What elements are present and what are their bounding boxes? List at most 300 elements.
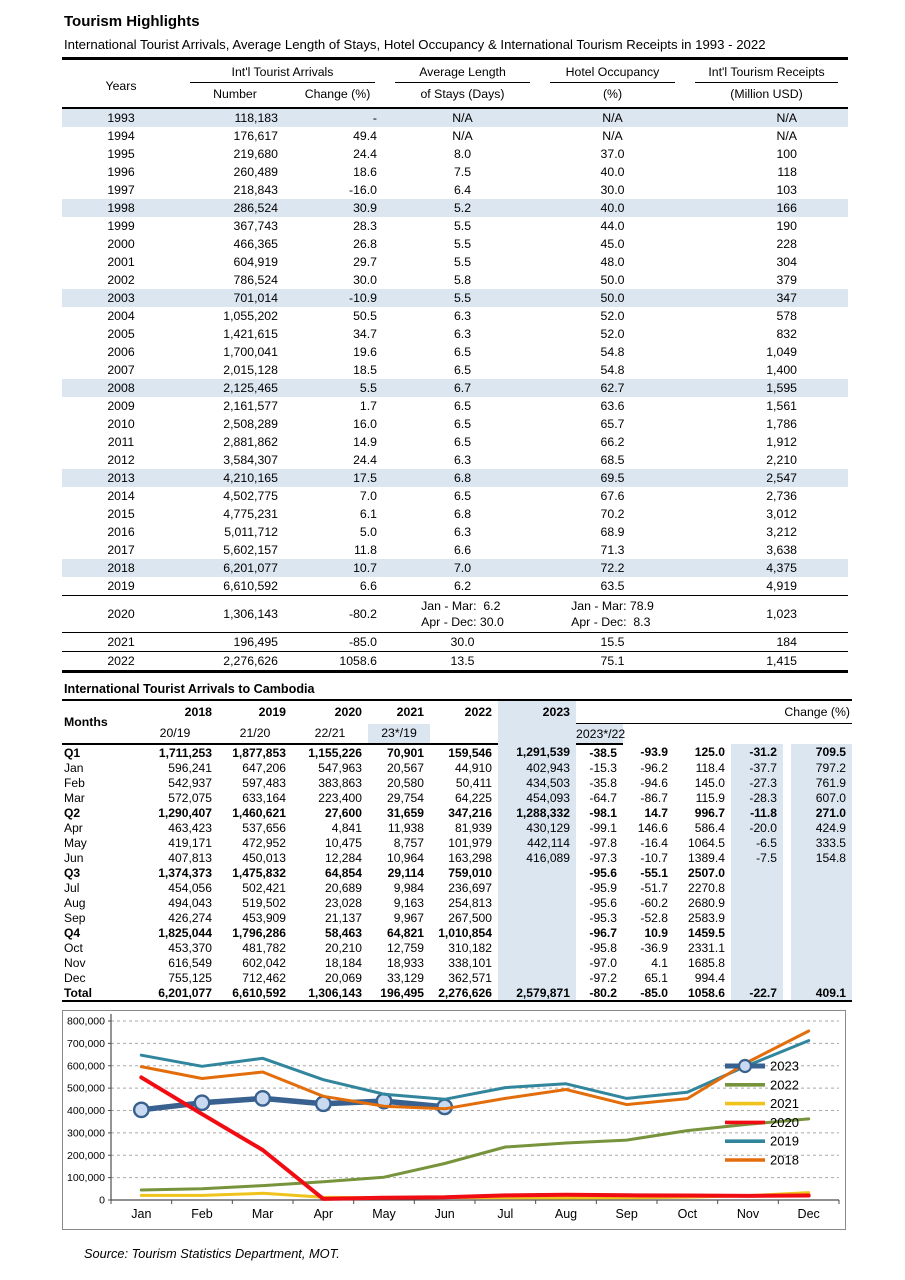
cell-value: -94.6 xyxy=(640,775,668,790)
column-gap xyxy=(783,820,791,835)
cell-value: 4.1 xyxy=(651,955,668,970)
cell-value xyxy=(791,895,852,910)
cell-value: 1,825,044 xyxy=(158,925,212,940)
year-row-2004 xyxy=(62,307,848,325)
cell-stay: 5.8 xyxy=(453,273,472,287)
month-row-q2 xyxy=(62,805,852,820)
year-row-2018 xyxy=(62,559,848,577)
cell-stay: 7.0 xyxy=(385,559,540,577)
cell-stay: 5.5 xyxy=(453,219,472,233)
cell-receipts: 4,375 xyxy=(685,559,848,577)
cell-value: 20,210 xyxy=(325,940,362,955)
col-group-occupancy: Hotel Occupancy xyxy=(540,59,685,85)
cell-value: -51.7 xyxy=(640,880,668,895)
cell-change: 26.8 xyxy=(353,237,377,251)
y-axis-label: 500,000 xyxy=(67,1082,105,1095)
cell-change: -10.9 xyxy=(290,289,385,307)
cell-value: 8,757 xyxy=(393,835,424,850)
cell-value: 9,163 xyxy=(393,895,424,910)
cell-value: 481,782 xyxy=(242,940,286,955)
cell-occupancy: 30.0 xyxy=(600,183,625,197)
cell-stay: 6.5 xyxy=(453,399,472,413)
month-row-mar xyxy=(62,790,852,805)
cell-value: 1,374,373 xyxy=(158,865,212,880)
col-group-receipts: Int'l Tourism Receipts xyxy=(685,59,848,85)
monthly-arrivals-table xyxy=(62,699,852,1002)
cell-value: 2331.1 xyxy=(688,940,725,955)
column-gap xyxy=(783,955,791,970)
cell-year: 2018 xyxy=(62,559,180,577)
cell-value: 154.8 xyxy=(791,850,852,865)
cell-year: 2001 xyxy=(107,255,135,269)
month-row-aug xyxy=(62,895,852,910)
column-gap xyxy=(783,835,791,850)
cell-year: 1998 xyxy=(62,199,180,217)
cell-occupancy: N/A xyxy=(602,129,623,143)
col-header-months: Months xyxy=(62,700,132,744)
cell-month-label: Apr xyxy=(64,820,83,835)
month-row-apr xyxy=(62,820,852,835)
cell-change: 1058.6 xyxy=(290,652,385,672)
cell-stay: 6.3 xyxy=(453,327,472,341)
cell-value: -20.0 xyxy=(731,820,783,835)
cell-value: -31.2 xyxy=(731,744,783,760)
cell-number: 6,610,592 xyxy=(223,579,278,593)
cell-value: 223,400 xyxy=(318,790,362,805)
column-gap xyxy=(783,805,791,820)
cell-change: 30.0 xyxy=(353,273,377,287)
cell-number: 219,680 xyxy=(233,147,278,161)
cell-value: 125.0 xyxy=(694,745,725,759)
cell-month-label: Jan xyxy=(64,760,84,775)
cell-value: 10,475 xyxy=(325,835,362,850)
cell-value: 33,129 xyxy=(387,970,424,985)
cell-change: 50.5 xyxy=(353,309,377,323)
cell-receipts: 578 xyxy=(776,309,797,323)
cell-occupancy: 68.5 xyxy=(600,453,625,467)
cell-stay: 6.4 xyxy=(453,183,472,197)
cell-stay: 6.5 xyxy=(453,417,472,431)
cell-year: 2013 xyxy=(62,469,180,487)
col-header-stays: of Stays (Days) xyxy=(385,84,540,108)
cell-occupancy: 69.5 xyxy=(540,469,685,487)
cell-receipts: 190 xyxy=(776,219,797,233)
cell-stay: 5.5 xyxy=(385,289,540,307)
chart-legend xyxy=(725,1059,799,1168)
cell-month-label: Nov xyxy=(64,955,86,970)
cell-stay: 6.5 xyxy=(453,345,472,359)
cell-value: -95.3 xyxy=(589,910,617,925)
column-gap xyxy=(783,790,791,805)
year-row-2001 xyxy=(62,253,848,271)
cell-value: -10.7 xyxy=(640,850,668,865)
cell-receipts: 3,212 xyxy=(766,525,797,539)
cell-year: 2022 xyxy=(62,652,180,672)
cell-number: 4,210,165 xyxy=(180,469,290,487)
cell-value: -6.5 xyxy=(731,835,783,850)
cell-value: 463,423 xyxy=(168,820,212,835)
cell-value: 347,216 xyxy=(448,805,492,820)
cell-receipts: 100 xyxy=(776,147,797,161)
year-row-2010 xyxy=(62,415,848,433)
cell-occupancy: 65.7 xyxy=(600,417,625,431)
x-axis-label: Aug xyxy=(554,1207,578,1221)
year-row-2000 xyxy=(62,235,848,253)
cell-stay: 5.5 xyxy=(453,255,472,269)
cell-change: 14.9 xyxy=(353,435,377,449)
year-row-1995 xyxy=(62,145,848,163)
cell-value: 1,796,286 xyxy=(232,925,286,940)
cell-receipts: 3,638 xyxy=(766,543,797,557)
cell-receipts: 103 xyxy=(776,183,797,197)
cell-number: 196,495 xyxy=(180,633,290,652)
cell-number: 176,617 xyxy=(233,129,278,143)
cell-value: -35.8 xyxy=(589,775,617,790)
cell-year: 1994 xyxy=(107,129,135,143)
cell-month-label: Q4 xyxy=(64,925,81,940)
y-axis-label: 100,000 xyxy=(67,1172,105,1185)
cell-receipts: 3,012 xyxy=(766,507,797,521)
cell-stay: 13.5 xyxy=(385,652,540,672)
cell-value: 18,933 xyxy=(387,955,424,970)
cell-number: 118,183 xyxy=(180,108,290,127)
cell-receipts: 2,547 xyxy=(685,469,848,487)
cell-value: 633,164 xyxy=(242,790,286,805)
cell-number: 286,524 xyxy=(180,199,290,217)
cell-value: -97.0 xyxy=(589,955,617,970)
cell-stay: 30.0 xyxy=(385,633,540,652)
year-row-2016 xyxy=(62,523,848,541)
legend-item-2021 xyxy=(725,1096,799,1111)
cell-value xyxy=(791,910,852,925)
year-row-2021 xyxy=(62,633,848,652)
cell-year: 1993 xyxy=(62,108,180,127)
cell-change: 5.0 xyxy=(359,525,377,539)
legend-label: 2018 xyxy=(770,1152,799,1168)
cell-value: 338,101 xyxy=(448,955,492,970)
cell-occupancy: 70.2 xyxy=(600,507,625,521)
data-point-marker xyxy=(195,1096,209,1110)
column-gap xyxy=(783,865,791,880)
cell-value xyxy=(498,955,576,970)
cell-value: 1685.8 xyxy=(688,955,725,970)
column-gap xyxy=(783,775,791,790)
cell-value xyxy=(731,955,783,970)
y-axis-label: 200,000 xyxy=(67,1149,105,1162)
year-row-1999 xyxy=(62,217,848,235)
cell-year: 2021 xyxy=(62,633,180,652)
year-row-2006 xyxy=(62,343,848,361)
cell-receipts: 1,912 xyxy=(766,435,797,449)
cell-month-label: Jul xyxy=(64,880,80,895)
col-header-2023: 2023 xyxy=(498,700,576,744)
cell-value: -28.3 xyxy=(731,790,783,805)
series-2022-line xyxy=(141,1119,808,1190)
cell-value: 145.0 xyxy=(694,775,725,790)
cell-value xyxy=(731,925,783,940)
cell-change: 24.4 xyxy=(353,147,377,161)
cell-year: 2012 xyxy=(107,453,135,467)
cell-occupancy: 40.0 xyxy=(540,199,685,217)
cell-occupancy: 63.6 xyxy=(600,399,625,413)
cell-receipts: N/A xyxy=(685,108,848,127)
column-gap xyxy=(783,895,791,910)
year-row-2011 xyxy=(62,433,848,451)
cell-value: 454,093 xyxy=(498,790,576,805)
cell-receipts: 228 xyxy=(776,237,797,251)
col-header-number: Number xyxy=(180,84,290,108)
cell-value: 596,241 xyxy=(168,760,212,775)
cell-occupancy: 15.5 xyxy=(540,633,685,652)
legend-item-2019 xyxy=(725,1134,799,1149)
col-header-2019: 2019 xyxy=(258,705,286,720)
cell-value: 115.9 xyxy=(695,790,725,805)
cell-stay: 6.5 xyxy=(453,363,472,377)
cell-receipts: 118 xyxy=(777,165,797,179)
year-row-1996 xyxy=(62,163,848,181)
arrivals-line-chart xyxy=(62,1010,846,1230)
cell-number: 5,011,712 xyxy=(224,525,278,539)
year-row-2002 xyxy=(62,271,848,289)
month-row-q3 xyxy=(62,865,852,880)
cell-stay: 7.5 xyxy=(453,165,472,179)
month-row-total xyxy=(62,985,852,1001)
cell-value: -97.3 xyxy=(589,850,617,865)
cell-year: 2006 xyxy=(107,345,135,359)
cell-stay: 6.5 xyxy=(453,489,472,503)
cell-value: 1,877,853 xyxy=(232,745,286,760)
cell-number: 2,508,289 xyxy=(223,417,278,431)
column-gap xyxy=(783,910,791,925)
year-row-1997 xyxy=(62,181,848,199)
cell-value xyxy=(731,895,783,910)
cell-value: 81,939 xyxy=(455,820,492,835)
cell-value: 453,909 xyxy=(242,910,286,925)
col-header-2023-22: 2023*/22 xyxy=(576,724,623,745)
column-gap xyxy=(783,850,791,865)
cell-change: 49.4 xyxy=(353,129,377,143)
col-header-2022: 2022 xyxy=(464,705,492,720)
cell-value: 1,155,226 xyxy=(308,745,362,760)
cell-value: -99.1 xyxy=(589,820,617,835)
cell-value: -55.1 xyxy=(640,865,668,880)
cell-month-label: Aug xyxy=(64,895,86,910)
cell-value: 472,952 xyxy=(242,835,286,850)
cell-change: 19.6 xyxy=(353,345,377,359)
month-row-q1 xyxy=(62,744,852,760)
cell-value: 407,813 xyxy=(168,850,212,865)
cell-value: -93.9 xyxy=(640,745,668,759)
column-gap xyxy=(783,940,791,955)
cell-value xyxy=(498,865,576,880)
cell-stay: 6.3 xyxy=(453,525,472,539)
cell-value: -95.6 xyxy=(589,895,617,910)
cell-stay: 6.6 xyxy=(453,543,472,557)
cell-value: -95.6 xyxy=(589,865,617,880)
cell-change: -16.0 xyxy=(348,183,377,197)
cell-month-label: Q2 xyxy=(64,805,81,820)
cell-value: 31,659 xyxy=(387,805,424,820)
cell-number: 2,276,626 xyxy=(180,652,290,672)
cell-occupancy: 44.0 xyxy=(600,219,625,233)
month-row-jan xyxy=(62,760,852,775)
cell-value: 9,967 xyxy=(393,910,424,925)
cell-change: 17.5 xyxy=(290,469,385,487)
cell-value: 14.7 xyxy=(644,805,668,820)
column-gap xyxy=(783,760,791,775)
cell-value: 20,567 xyxy=(387,760,424,775)
cell-value: 519,502 xyxy=(242,895,286,910)
axes xyxy=(111,1014,839,1221)
legend-label: 2023 xyxy=(770,1058,799,1074)
cell-receipts: 166 xyxy=(685,199,848,217)
cell-change: 16.0 xyxy=(353,417,377,431)
cell-occupancy: 66.2 xyxy=(600,435,625,449)
x-axis-label: Jan xyxy=(131,1207,152,1221)
x-axis-label: Feb xyxy=(191,1207,213,1221)
cell-value xyxy=(498,895,576,910)
cell-value: -52.8 xyxy=(640,910,668,925)
y-axis-label: 0 xyxy=(99,1194,105,1207)
cell-receipts: 304 xyxy=(776,255,797,269)
cell-value xyxy=(791,880,852,895)
col-header-years: Years xyxy=(62,59,180,109)
cell-value: 454,056 xyxy=(168,880,212,895)
cell-value: 426,274 xyxy=(168,910,212,925)
cell-number: 2,015,128 xyxy=(223,363,278,377)
cell-occupancy: 48.0 xyxy=(600,255,625,269)
cell-year: 2015 xyxy=(107,507,135,521)
cell-value: 271.0 xyxy=(791,805,852,820)
cell-change: 34.7 xyxy=(353,327,377,341)
cell-number: 786,524 xyxy=(233,273,278,287)
cell-value: 12,759 xyxy=(387,940,424,955)
cell-value: 6,201,077 xyxy=(158,985,212,1000)
cell-number: 260,489 xyxy=(233,165,278,179)
cell-receipts: 347 xyxy=(685,289,848,307)
year-row-2003 xyxy=(62,289,848,307)
cell-value xyxy=(498,910,576,925)
col-header-2021: 2021 xyxy=(396,705,424,720)
cell-value: 2507.0 xyxy=(688,865,725,880)
cell-value: 12,284 xyxy=(325,850,362,865)
cell-value: 1064.5 xyxy=(688,835,725,850)
x-axis-label: Jul xyxy=(497,1207,514,1221)
cell-month-label: May xyxy=(64,835,87,850)
cell-value xyxy=(731,865,783,880)
cell-change: 5.5 xyxy=(290,379,385,397)
arrivals-table-title: International Tourist Arrivals to Cambodia xyxy=(64,682,315,696)
cell-number: 6,201,077 xyxy=(180,559,290,577)
cell-value xyxy=(791,865,852,880)
cell-value: 18,184 xyxy=(325,955,362,970)
cell-value: -97.2 xyxy=(589,970,617,985)
cell-value: -36.9 xyxy=(640,940,668,955)
cell-value: 44,910 xyxy=(455,760,492,775)
cell-year: 2004 xyxy=(107,309,135,323)
column-gap xyxy=(783,985,791,1001)
cell-value: 1,291,539 xyxy=(498,744,576,760)
col-header-occupancy-pct: (%) xyxy=(540,84,685,108)
cell-value: 1,460,621 xyxy=(232,805,286,820)
cell-occupancy: 72.2 xyxy=(540,559,685,577)
cell-value xyxy=(731,970,783,985)
cell-value: 450,013 xyxy=(242,850,286,865)
year-row-2014 xyxy=(62,487,848,505)
cell-value: -80.2 xyxy=(589,985,617,1000)
cell-month-label: Q1 xyxy=(64,745,81,760)
cell-value: 310,182 xyxy=(448,940,492,955)
year-row-2013 xyxy=(62,469,848,487)
cell-occupancy: 54.8 xyxy=(600,363,625,377)
cell-value: 2,276,626 xyxy=(438,985,492,1000)
cell-change: 18.6 xyxy=(353,165,377,179)
cell-occupancy: 63.5 xyxy=(600,579,625,593)
cell-receipts: 1,400 xyxy=(766,363,797,377)
cell-stay: 6.8 xyxy=(385,469,540,487)
cell-year: 2009 xyxy=(107,399,135,413)
cell-value: 20,069 xyxy=(325,970,362,985)
cell-value: 333.5 xyxy=(791,835,852,850)
cell-number: 2,881,862 xyxy=(223,435,278,449)
series-2019-line xyxy=(141,1041,808,1100)
cell-value: 996.7 xyxy=(694,805,725,820)
cell-stay: 6.3 xyxy=(453,309,472,323)
cell-value: 602,042 xyxy=(242,955,286,970)
cell-value xyxy=(731,880,783,895)
cell-value: 10.9 xyxy=(644,925,668,940)
cell-value: 20,580 xyxy=(387,775,424,790)
cell-occupancy: 67.6 xyxy=(600,489,625,503)
cell-occupancy: 50.0 xyxy=(600,273,625,287)
x-axis-label: Oct xyxy=(677,1207,698,1221)
cell-value: -98.1 xyxy=(589,805,617,820)
source-note: Source: Tourism Statistics Department, MOT. xyxy=(84,1246,340,1261)
cell-change: 1.7 xyxy=(359,399,377,413)
cell-stay: 6.5 xyxy=(453,435,472,449)
cell-value: 2270.8 xyxy=(688,880,725,895)
cell-value: 542,937 xyxy=(168,775,212,790)
cell-change: 11.8 xyxy=(353,543,377,557)
cell-value: 254,813 xyxy=(448,895,492,910)
cell-value xyxy=(791,940,852,955)
x-axis-label: May xyxy=(372,1207,396,1221)
cell-value: 797.2 xyxy=(791,760,852,775)
year-row-2008 xyxy=(62,379,848,397)
year-row-1993 xyxy=(62,108,848,127)
cell-value: 64,854 xyxy=(325,865,362,880)
tourism-highlights-table xyxy=(62,57,848,673)
cell-value xyxy=(791,970,852,985)
col-group-change-pct: Change (%) xyxy=(576,700,852,724)
cell-month-label: Sep xyxy=(64,910,86,925)
cell-year: 2008 xyxy=(62,379,180,397)
data-point-marker xyxy=(255,1091,269,1105)
cell-value: 607.0 xyxy=(791,790,852,805)
cell-occupancy: 71.3 xyxy=(600,543,625,557)
cell-value: 362,571 xyxy=(448,970,492,985)
col-group-arrivals: Int'l Tourist Arrivals xyxy=(180,59,385,85)
cell-value xyxy=(498,925,576,940)
cell-value: 494,043 xyxy=(168,895,212,910)
x-axis-label: Sep xyxy=(615,1207,638,1221)
cell-change: 24.4 xyxy=(353,453,377,467)
col-header-21-20: 21/20 xyxy=(218,724,292,745)
cell-value: -60.2 xyxy=(640,895,668,910)
cell-value: 159,546 xyxy=(448,745,492,760)
cell-occupancy: Jan - Mar: 78.9 Apr - Dec: 8.3 xyxy=(540,596,685,633)
year-row-2012 xyxy=(62,451,848,469)
